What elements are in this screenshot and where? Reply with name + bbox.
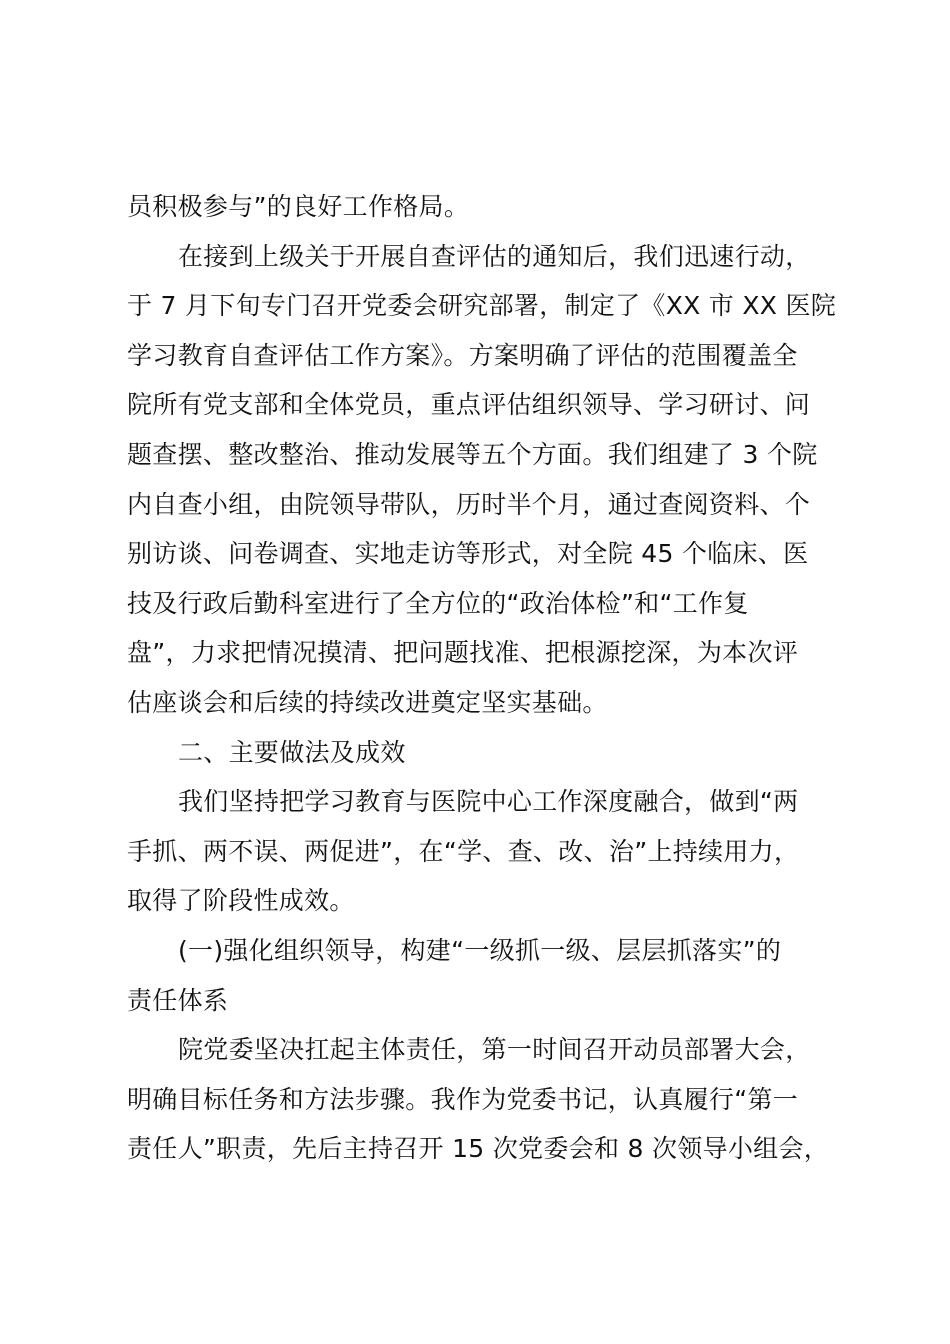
text-line: 责任人”职责，先后主持召开 15 次党委会和 8 次领导小组会， xyxy=(127,1134,830,1164)
text-line: 内自查小组，由院领导带队，历时半个月，通过查阅资料、个 xyxy=(127,489,811,519)
text-line: 取得了阶段性成效。 xyxy=(127,886,355,916)
text-line: 题查摆、整改整治、推动发展等五个方面。我们组建了 3 个院 xyxy=(127,439,818,469)
text-line: 学习教育自查评估工作方案》。方案明确了评估的范围覆盖全 xyxy=(127,340,798,370)
text-line: 于 7 月下旬专门召开党委会研究部署，制定了《XX 市 XX 医院 xyxy=(127,291,837,321)
text-line: 在接到上级关于开展自查评估的通知后，我们迅速行动， xyxy=(178,241,811,271)
text-line: 盘”，力求把情况摸清、把问题找准、把根源挖深，为本次评 xyxy=(127,638,799,668)
text-line: 技及行政后勤科室进行了全方位的“政治体检”和“工作复 xyxy=(127,588,749,618)
text-line: 手抓、两不误、两促进”，在“学、查、改、治”上持续用力， xyxy=(127,836,800,866)
section-heading: 二、主要做法及成效 xyxy=(178,737,406,767)
text-line: 我们坚持把学习教育与医院中心工作深度融合，做到“两 xyxy=(178,787,799,817)
text-line: 估座谈会和后续的持续改进奠定坚实基础。 xyxy=(127,687,608,717)
text-line: 院所有党支部和全体党员，重点评估组织领导、学习研讨、问 xyxy=(127,390,811,420)
text-line: 院党委坚决扛起主体责任，第一时间召开动员部署大会， xyxy=(178,1035,811,1065)
text-line: 员积极参与”的良好工作格局。 xyxy=(127,192,470,221)
subsection-heading: (一)强化组织领导，构建“一级抓一级、层层抓落实”的 xyxy=(178,935,782,965)
document-body xyxy=(127,182,855,1174)
text-line: 明确目标任务和方法步骤。我作为党委书记，认真履行“第一 xyxy=(127,1084,799,1114)
text-line: 别访谈、问卷调查、实地走访等形式，对全院 45 个临床、医 xyxy=(127,539,809,569)
subsection-heading: 责任体系 xyxy=(127,985,229,1015)
